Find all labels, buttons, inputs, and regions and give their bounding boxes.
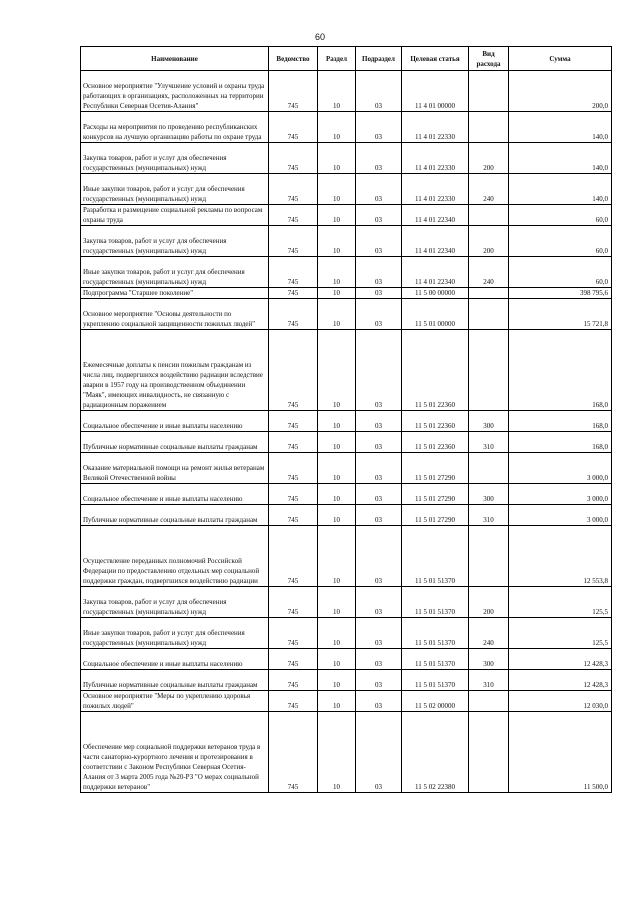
cell-expense-type: 240 [469, 618, 509, 649]
cell-amount: 168,0 [509, 330, 612, 411]
cell-section: 10 [318, 432, 356, 453]
cell-subsection: 03 [356, 505, 402, 526]
cell-name: Иные закупки товаров, работ и услуг для обеспечения государственных (муниципальных) нужд [81, 618, 269, 649]
header-section: Раздел [318, 47, 356, 71]
table-row [81, 712, 612, 793]
cell-target-article: 11 5 01 27290 [402, 505, 469, 526]
cell-subsection: 03 [356, 691, 402, 712]
cell-section: 10 [318, 226, 356, 257]
cell-department: 745 [269, 257, 318, 288]
cell-target-article: 11 4 01 22340 [402, 205, 469, 226]
cell-target-article: 11 4 01 00000 [402, 71, 469, 112]
cell-section: 10 [318, 618, 356, 649]
cell-amount: 168,0 [509, 432, 612, 453]
cell-name: Публичные нормативные социальные выплаты гражданам [81, 670, 269, 691]
header-subsection: Подраздел [356, 47, 402, 71]
cell-section: 10 [318, 670, 356, 691]
cell-department: 745 [269, 205, 318, 226]
cell-section: 10 [318, 712, 356, 793]
cell-target-article: 11 5 01 22360 [402, 432, 469, 453]
header-department: Ведомство [269, 47, 318, 71]
cell-expense-type [469, 330, 509, 411]
cell-subsection: 03 [356, 587, 402, 618]
table-row [81, 505, 612, 526]
cell-section: 10 [318, 691, 356, 712]
cell-expense-type: 200 [469, 143, 509, 174]
cell-department: 745 [269, 526, 318, 587]
cell-section: 10 [318, 505, 356, 526]
cell-section: 10 [318, 411, 356, 432]
cell-subsection: 03 [356, 112, 402, 143]
cell-name: Социальное обеспечение и иные выплаты населению [81, 411, 269, 432]
cell-amount: 168,0 [509, 411, 612, 432]
cell-target-article: 11 5 01 22360 [402, 330, 469, 411]
cell-department: 745 [269, 587, 318, 618]
cell-name: Социальное обеспечение и иные выплаты населению [81, 649, 269, 670]
cell-target-article: 11 5 01 27290 [402, 453, 469, 484]
cell-subsection: 03 [356, 288, 402, 299]
cell-amount: 12 553,8 [509, 526, 612, 587]
cell-target-article: 11 4 01 22330 [402, 112, 469, 143]
cell-section: 10 [318, 205, 356, 226]
header-target-article: Целевая статья [402, 47, 469, 71]
cell-amount: 398 795,6 [509, 288, 612, 299]
cell-name: Расходы на мероприятия по проведению республиканских конкурсов на лучшую организацию работы по охране труда [81, 112, 269, 143]
cell-expense-type [469, 453, 509, 484]
cell-expense-type: 300 [469, 484, 509, 505]
cell-subsection: 03 [356, 257, 402, 288]
cell-department: 745 [269, 411, 318, 432]
cell-section: 10 [318, 288, 356, 299]
cell-expense-type: 240 [469, 257, 509, 288]
cell-name: Публичные нормативные социальные выплаты гражданам [81, 432, 269, 453]
cell-amount: 125,5 [509, 587, 612, 618]
budget-table [80, 46, 612, 793]
cell-target-article: 11 4 01 22330 [402, 143, 469, 174]
header-name: Наименование [81, 47, 269, 71]
cell-subsection: 03 [356, 484, 402, 505]
table-row [81, 453, 612, 484]
cell-subsection: 03 [356, 411, 402, 432]
cell-department: 745 [269, 484, 318, 505]
cell-amount: 140,0 [509, 174, 612, 205]
cell-section: 10 [318, 330, 356, 411]
cell-department: 745 [269, 143, 318, 174]
table-row [81, 226, 612, 257]
cell-department: 745 [269, 174, 318, 205]
cell-section: 10 [318, 484, 356, 505]
table-row [81, 691, 612, 712]
table-row [81, 299, 612, 330]
cell-target-article: 11 4 01 22340 [402, 226, 469, 257]
cell-name: Осуществление переданных полномочий Российской Федерации по предоставлению отдельных мер социальной поддержки граждан, подвергшихся воздействию радиации [81, 526, 269, 587]
cell-expense-type [469, 288, 509, 299]
cell-amount: 140,0 [509, 143, 612, 174]
cell-name: Обеспечение мер социальной поддержки ветеранов труда в части санаторно-курортного лечения и протезирования в соответствии с Законом Республики Северная Осетия-Алания от 3 марта 2005 года №20-РЗ "О мерах социальной поддержки ветеранов" [81, 712, 269, 793]
cell-department: 745 [269, 432, 318, 453]
cell-amount: 12 428,3 [509, 649, 612, 670]
table-row [81, 587, 612, 618]
cell-expense-type [469, 526, 509, 587]
cell-target-article: 11 5 02 22380 [402, 712, 469, 793]
cell-section: 10 [318, 257, 356, 288]
cell-name: Закупка товаров, работ и услуг для обеспечения государственных (муниципальных) нужд [81, 226, 269, 257]
cell-target-article: 11 5 01 27290 [402, 484, 469, 505]
cell-expense-type [469, 112, 509, 143]
table-row [81, 288, 612, 299]
page-number: 60 [314, 32, 325, 42]
table-header-row [81, 47, 612, 71]
cell-name: Иные закупки товаров, работ и услуг для обеспечения государственных (муниципальных) нужд [81, 257, 269, 288]
table-row [81, 71, 612, 112]
cell-target-article: 11 5 01 51370 [402, 618, 469, 649]
cell-department: 745 [269, 71, 318, 112]
cell-subsection: 03 [356, 330, 402, 411]
cell-amount: 200,0 [509, 71, 612, 112]
cell-subsection: 03 [356, 299, 402, 330]
table-row [81, 670, 612, 691]
cell-expense-type [469, 691, 509, 712]
cell-department: 745 [269, 691, 318, 712]
cell-amount: 11 500,0 [509, 712, 612, 793]
cell-department: 745 [269, 288, 318, 299]
cell-section: 10 [318, 526, 356, 587]
table-row [81, 174, 612, 205]
cell-name: Оказание материальной помощи на ремонт жилья ветеранам Великой Отечественной войны [81, 453, 269, 484]
cell-department: 745 [269, 618, 318, 649]
table-row [81, 257, 612, 288]
cell-subsection: 03 [356, 649, 402, 670]
cell-target-article: 11 4 01 22330 [402, 174, 469, 205]
cell-department: 745 [269, 453, 318, 484]
cell-expense-type: 300 [469, 649, 509, 670]
cell-subsection: 03 [356, 143, 402, 174]
cell-department: 745 [269, 712, 318, 793]
cell-target-article: 11 5 01 51370 [402, 587, 469, 618]
cell-name: Основное мероприятие "Меры по укреплению здоровья пожилых людей" [81, 691, 269, 712]
cell-department: 745 [269, 649, 318, 670]
table-row [81, 112, 612, 143]
cell-expense-type: 310 [469, 670, 509, 691]
cell-section: 10 [318, 299, 356, 330]
cell-department: 745 [269, 226, 318, 257]
cell-section: 10 [318, 587, 356, 618]
table-row [81, 143, 612, 174]
cell-expense-type: 310 [469, 505, 509, 526]
cell-name: Социальное обеспечение и иные выплаты населению [81, 484, 269, 505]
cell-target-article: 11 5 01 51370 [402, 670, 469, 691]
cell-expense-type: 200 [469, 226, 509, 257]
cell-amount: 3 000,0 [509, 505, 612, 526]
cell-section: 10 [318, 174, 356, 205]
cell-name: Основное мероприятие "Улучшение условий и охраны труда работающих в организациях, расположенных на территории Республики Северная Осетия-Алания" [81, 71, 269, 112]
table-row [81, 618, 612, 649]
cell-amount: 60,0 [509, 257, 612, 288]
cell-subsection: 03 [356, 226, 402, 257]
cell-target-article: 11 5 01 51370 [402, 526, 469, 587]
cell-expense-type [469, 299, 509, 330]
cell-subsection: 03 [356, 71, 402, 112]
cell-subsection: 03 [356, 453, 402, 484]
cell-subsection: 03 [356, 618, 402, 649]
cell-expense-type [469, 71, 509, 112]
cell-amount: 60,0 [509, 226, 612, 257]
cell-section: 10 [318, 649, 356, 670]
cell-target-article: 11 5 01 22360 [402, 411, 469, 432]
cell-amount: 15 721,8 [509, 299, 612, 330]
cell-expense-type [469, 205, 509, 226]
cell-expense-type: 240 [469, 174, 509, 205]
table-row [81, 526, 612, 587]
cell-amount: 3 000,0 [509, 453, 612, 484]
cell-subsection: 03 [356, 526, 402, 587]
cell-target-article: 11 5 01 00000 [402, 299, 469, 330]
cell-name: Иные закупки товаров, работ и услуг для обеспечения государственных (муниципальных) нужд [81, 174, 269, 205]
cell-name: Подпрограмма "Старшее поколение" [81, 288, 269, 299]
cell-target-article: 11 5 02 00000 [402, 691, 469, 712]
table-row [81, 484, 612, 505]
cell-amount: 60,0 [509, 205, 612, 226]
cell-department: 745 [269, 112, 318, 143]
header-amount: Сумма [509, 47, 612, 71]
cell-amount: 12 428,3 [509, 670, 612, 691]
cell-name: Публичные нормативные социальные выплаты гражданам [81, 505, 269, 526]
cell-amount: 3 000,0 [509, 484, 612, 505]
cell-name: Закупка товаров, работ и услуг для обеспечения государственных (муниципальных) нужд [81, 587, 269, 618]
header-expense-type: Вид расхода [469, 47, 509, 71]
cell-section: 10 [318, 71, 356, 112]
cell-department: 745 [269, 670, 318, 691]
cell-target-article: 11 5 00 00000 [402, 288, 469, 299]
cell-expense-type [469, 712, 509, 793]
cell-target-article: 11 5 01 51370 [402, 649, 469, 670]
cell-subsection: 03 [356, 712, 402, 793]
cell-name: Ежемесячные доплаты к пенсии пожилым гражданам из числа лиц, подвергшихся воздействию радиации вследствие аварии в 1957 году на производственном объединении "Маяк", имеющих инвалидность, не связанную с радиационным поражением [81, 330, 269, 411]
cell-expense-type: 200 [469, 587, 509, 618]
cell-amount: 12 030,0 [509, 691, 612, 712]
cell-subsection: 03 [356, 205, 402, 226]
table-row [81, 649, 612, 670]
cell-section: 10 [318, 453, 356, 484]
cell-expense-type: 310 [469, 432, 509, 453]
cell-department: 745 [269, 299, 318, 330]
cell-section: 10 [318, 112, 356, 143]
cell-name: Основное мероприятие "Основы деятельности по укреплению социальной защищенности пожилых людей" [81, 299, 269, 330]
cell-name: Разработка и размещение социальной рекламы по вопросам охраны труда [81, 205, 269, 226]
cell-section: 10 [318, 143, 356, 174]
table-row [81, 411, 612, 432]
cell-subsection: 03 [356, 432, 402, 453]
cell-target-article: 11 4 01 22340 [402, 257, 469, 288]
cell-department: 745 [269, 330, 318, 411]
table-row [81, 432, 612, 453]
cell-amount: 140,0 [509, 112, 612, 143]
cell-amount: 125,5 [509, 618, 612, 649]
cell-subsection: 03 [356, 174, 402, 205]
cell-expense-type: 300 [469, 411, 509, 432]
table-row [81, 205, 612, 226]
cell-subsection: 03 [356, 670, 402, 691]
table-row [81, 330, 612, 411]
cell-department: 745 [269, 505, 318, 526]
cell-name: Закупка товаров, работ и услуг для обеспечения государственных (муниципальных) нужд [81, 143, 269, 174]
